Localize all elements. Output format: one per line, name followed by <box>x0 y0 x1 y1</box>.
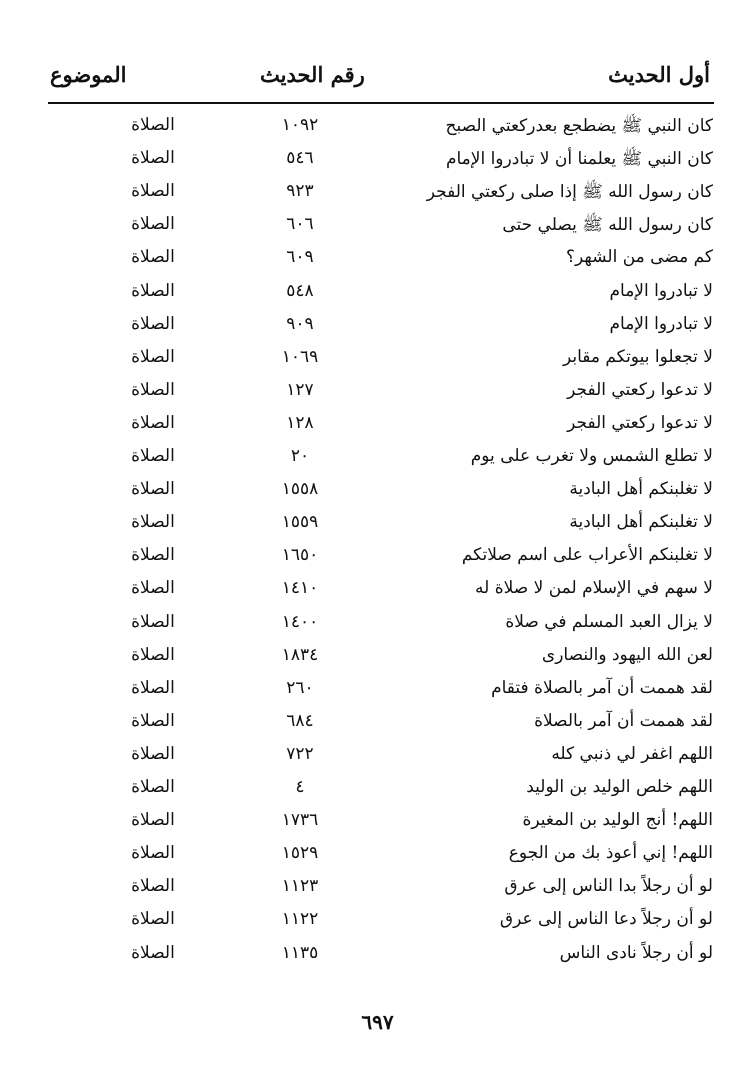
hadith-topic: الصلاة <box>131 446 175 466</box>
hadith-number: ١٨٣٤ <box>281 644 319 665</box>
page-number: ٦٩٧ <box>361 1010 394 1034</box>
hadith-number: ٥٤٨ <box>286 280 314 301</box>
hadith-number: ١٧٣٦ <box>281 810 319 831</box>
hadith-number: ١٥٥٨ <box>281 479 319 500</box>
hadith-beginning: لا يزال العبد المسلم في صلاة <box>505 611 713 632</box>
hadith-number: ٧٢٢ <box>286 743 314 764</box>
hadith-beginning: لعن الله اليهود والنصارى <box>541 644 713 665</box>
table-row <box>0 938 755 971</box>
hadith-number: ١٠٩٢ <box>281 115 319 135</box>
hadith-number: ١١٢٢ <box>281 909 319 930</box>
hadith-number: ٦٠٩ <box>286 247 314 268</box>
table-row <box>0 871 755 904</box>
table-row <box>0 706 755 739</box>
hadith-beginning: اللهم! أنج الوليد بن المغيرة <box>522 810 713 831</box>
hadith-topic: الصلاة <box>131 843 175 864</box>
hadith-topic: الصلاة <box>131 777 175 797</box>
hadith-topic: الصلاة <box>131 512 175 533</box>
hadith-number: ٢٦٠ <box>286 677 314 698</box>
table-header <box>50 62 710 100</box>
hadith-topic: الصلاة <box>131 876 175 897</box>
hadith-beginning: لقد هممت أن آمر بالصلاة <box>534 710 713 731</box>
hadith-topic: الصلاة <box>131 611 175 632</box>
hadith-number: ٢٠ <box>290 446 310 466</box>
hadith-beginning: كان رسول الله ﷺ يصلي حتى <box>502 215 713 236</box>
hadith-number: ٩٢٣ <box>286 181 314 202</box>
hadith-beginning: اللهم خلص الوليد بن الوليد <box>526 777 713 797</box>
hadith-number: ١٥٢٩ <box>281 843 319 864</box>
header-topic: الموضوع <box>50 62 127 87</box>
hadith-topic: الصلاة <box>131 379 175 400</box>
hadith-topic: الصلاة <box>131 412 175 433</box>
hadith-number: ١١٣٥ <box>281 942 319 963</box>
hadith-number: ١١٢٣ <box>281 876 319 897</box>
hadith-number: ٥٤٦ <box>286 148 314 169</box>
hadith-number: ١٤١٠ <box>281 578 319 599</box>
header-hadith-number: رقم الحديث <box>260 62 365 87</box>
table-row <box>0 673 755 706</box>
hadith-topic: الصلاة <box>131 280 175 301</box>
hadith-topic: الصلاة <box>131 545 175 566</box>
table-row <box>0 209 755 242</box>
table-row <box>0 607 755 640</box>
hadith-number: ٦٨٤ <box>286 710 314 731</box>
table-row <box>0 242 755 275</box>
table-row <box>0 441 755 474</box>
hadith-beginning: لقد هممت أن آمر بالصلاة فتقام <box>491 677 713 698</box>
hadith-number: ١٢٨ <box>286 412 314 433</box>
hadith-number: ١٢٧ <box>286 379 314 400</box>
hadith-topic: الصلاة <box>131 810 175 831</box>
hadith-beginning: لو أن رجلاً بدا الناس إلى عرق <box>504 876 713 897</box>
hadith-beginning: لا تطلع الشمس ولا تغرب على يوم <box>470 446 713 466</box>
hadith-topic: الصلاة <box>131 181 175 202</box>
header-divider <box>48 102 714 104</box>
hadith-topic: الصلاة <box>131 115 175 135</box>
hadith-number: ١٥٥٩ <box>281 512 319 533</box>
hadith-beginning: لا تجعلوا بيوتكم مقابر <box>562 346 713 367</box>
table-row <box>0 342 755 375</box>
hadith-beginning: لو أن رجلاً نادى الناس <box>559 942 713 963</box>
hadith-beginning: لا تدعوا ركعتي الفجر <box>567 379 713 400</box>
hadith-topic: الصلاة <box>131 148 175 169</box>
hadith-topic: الصلاة <box>131 677 175 698</box>
hadith-beginning: لا تغلبنكم أهل البادية <box>569 512 713 533</box>
hadith-beginning: اللهم اغفر لي ذنبي كله <box>551 743 713 764</box>
hadith-beginning: لا تغلبنكم الأعراب على اسم صلاتكم <box>461 545 713 566</box>
table-row <box>0 640 755 673</box>
hadith-beginning: لا تبادروا الإمام <box>609 280 713 301</box>
table-row <box>0 573 755 606</box>
table-row <box>0 507 755 540</box>
hadith-beginning: اللهم! إني أعوذ بك من الجوع <box>508 843 713 864</box>
hadith-topic: الصلاة <box>131 578 175 599</box>
hadith-topic: الصلاة <box>131 710 175 731</box>
header-hadith-beginning: أول الحديث <box>608 62 710 87</box>
hadith-topic: الصلاة <box>131 942 175 963</box>
hadith-topic: الصلاة <box>131 346 175 367</box>
hadith-beginning: كان النبي ﷺ يعلمنا أن لا تبادروا الإمام <box>445 149 713 170</box>
hadith-topic: الصلاة <box>131 743 175 764</box>
table-row <box>0 375 755 408</box>
hadith-beginning: لا تغلبنكم أهل البادية <box>569 479 713 500</box>
hadith-beginning: كم مضى من الشهر؟ <box>566 247 713 268</box>
table-row <box>0 309 755 342</box>
hadith-topic: الصلاة <box>131 644 175 665</box>
table-row <box>0 540 755 573</box>
table-row <box>0 276 755 309</box>
hadith-beginning: لا تدعوا ركعتي الفجر <box>567 412 713 433</box>
hadith-topic: الصلاة <box>131 214 175 235</box>
hadith-topic: الصلاة <box>131 247 175 268</box>
hadith-number: ١٠٦٩ <box>281 346 319 367</box>
hadith-number: ٩٠٩ <box>286 313 314 334</box>
hadith-beginning: لو أن رجلاً دعا الناس إلى عرق <box>499 909 713 930</box>
table-row <box>0 110 755 143</box>
hadith-topic: الصلاة <box>131 909 175 930</box>
table-row <box>0 143 755 176</box>
hadith-number: ٦٠٦ <box>286 214 314 235</box>
table-row <box>0 176 755 209</box>
table-row <box>0 904 755 937</box>
table-row <box>0 805 755 838</box>
hadith-topic: الصلاة <box>131 479 175 500</box>
table-row <box>0 772 755 805</box>
hadith-beginning: كان النبي ﷺ يضطجع بعدركعتي الصبح <box>445 116 713 136</box>
table-row <box>0 838 755 871</box>
hadith-number: ٤ <box>295 777 305 797</box>
hadith-topic: الصلاة <box>131 313 175 334</box>
table-row <box>0 739 755 772</box>
hadith-beginning: لا سهم في الإسلام لمن لا صلاة له <box>475 578 713 599</box>
table-row <box>0 408 755 441</box>
table-row <box>0 474 755 507</box>
hadith-beginning: لا تبادروا الإمام <box>609 313 713 334</box>
hadith-beginning: كان رسول الله ﷺ إذا صلى ركعتي الفجر <box>426 182 713 203</box>
hadith-number: ١٦٥٠ <box>281 545 319 566</box>
hadith-number: ١٤٠٠ <box>281 611 319 632</box>
